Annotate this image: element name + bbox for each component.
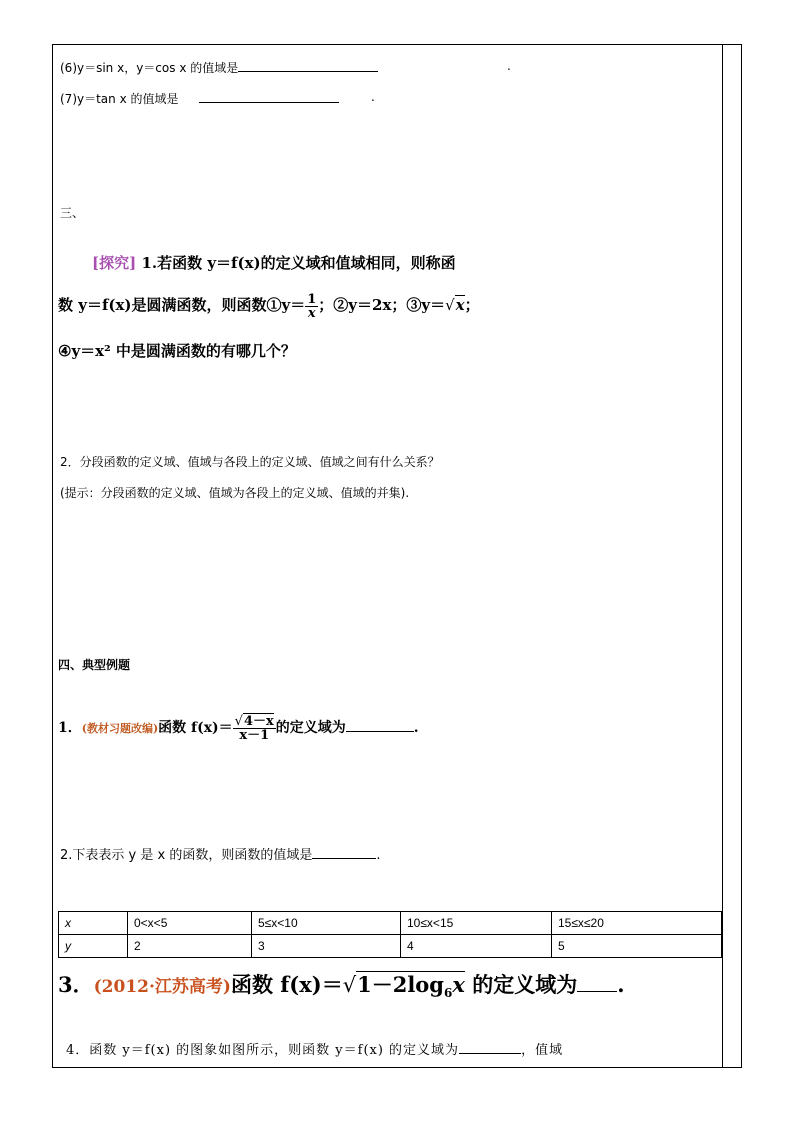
- question-7: (7)y＝tan x 的值域是: [60, 90, 339, 107]
- table-row: x 0<x<5 5≤x<10 10≤x<15 15≤x≤20: [59, 912, 722, 935]
- example-1-tag: (教材习题改编): [81, 722, 159, 735]
- answer-blank: [199, 90, 339, 103]
- example-1: 1．(教材习题改编)函数 f(x)＝ $\frac{√4-x}{x-1}$ 的定义域为 .: [58, 713, 419, 743]
- explore-line-3: ④y＝x² 中是圆满函数的有哪几个？: [58, 342, 296, 360]
- example-2: 2.下表表示 y 是 x 的函数，则函数的值域是 .: [60, 848, 381, 863]
- answer-blank: [346, 719, 414, 732]
- table-row: y 2 3 4 5: [59, 935, 722, 958]
- explore-line-1: [探究] 1.若函数 y＝f(x)的定义域和值域相同，则称函: [92, 254, 456, 272]
- explore-tag: [探究]: [92, 254, 137, 272]
- example-3: 3．(2012·江苏高考)函数 $f(x)=√1-2\log_6x$ 的定义域为 .: [58, 972, 625, 1001]
- answer-blank: [577, 977, 617, 992]
- answer-blank: [238, 59, 378, 72]
- section-3-heading: 三、: [60, 206, 85, 220]
- question-7-period: .: [371, 90, 375, 104]
- right-margin-rule: [722, 44, 723, 1068]
- answer-blank: [459, 1041, 521, 1054]
- question-6: (6)y＝sin x，y＝cos x 的值域是: [60, 59, 378, 76]
- fraction-sqrt: $\frac{√4-x}{x-1}$: [234, 713, 274, 743]
- fraction-1-over-x: $\frac{1}{x}$: [307, 291, 317, 321]
- answer-blank: [312, 846, 376, 859]
- explore-line-2: 数 y＝f(x)是圆满函数，则函数①y＝ $\frac{1}{x}$ ；②y＝2x；③y＝√x；: [58, 291, 480, 321]
- question-2-line-2: (提示：分段函数的定义域、值域为各段上的定义域、值域的并集).: [60, 486, 410, 500]
- example-3-tag: (2012·江苏高考): [93, 977, 231, 997]
- function-table: [58, 911, 722, 958]
- section-4-heading: 四、典型例题: [58, 658, 131, 672]
- example-4: 4．函数 y＝f(x) 的图象如图所示，则函数 y＝f(x) 的定义域为 ，值域: [66, 1043, 564, 1058]
- question-6-period: .: [507, 59, 511, 73]
- question-2-line-1: 2．分段函数的定义域、值域与各段上的定义域、值域之间有什么关系？: [60, 455, 440, 469]
